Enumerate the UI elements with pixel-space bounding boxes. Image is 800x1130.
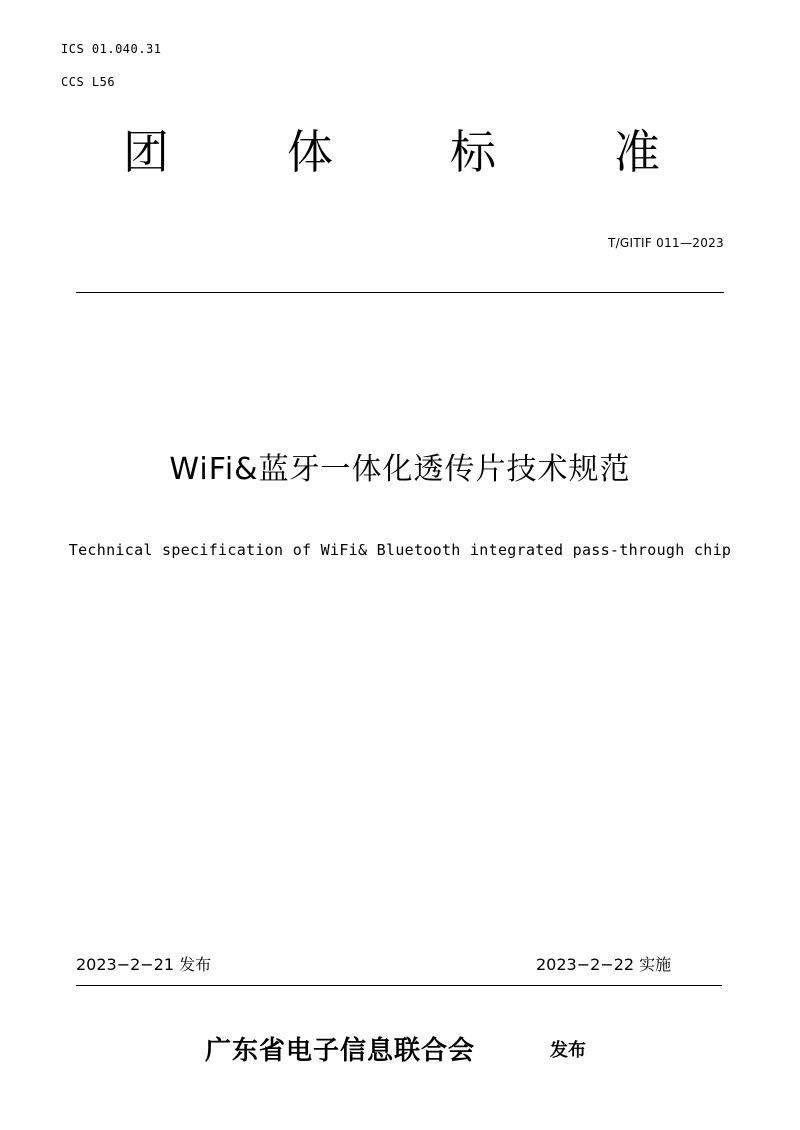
top-divider (76, 292, 724, 293)
implementation-date: 2023−2−22 实施 (536, 955, 672, 974)
publisher-organization: 广东省电子信息联合会 (205, 1036, 476, 1066)
document-title-chinese: WiFi&蓝牙一体化透传片技术规范 (169, 452, 631, 487)
standard-type-title (0, 122, 800, 182)
ics-code: ICS 01.040.31 (61, 42, 162, 56)
issue-date: 2023−2−21 发布 (76, 955, 212, 974)
standard-type-char: 团 (123, 125, 169, 179)
standard-type-char: 准 (614, 125, 660, 179)
document-title-english: Technical specification of WiFi& Bluetooth integrated pass-through chip (68, 541, 732, 559)
publisher-label: 发布 (550, 1040, 586, 1061)
standard-type-char: 体 (287, 125, 333, 179)
bottom-divider (76, 985, 722, 986)
ccs-code: CCS L56 (61, 75, 116, 89)
standard-number: T/GITIF 011—2023 (607, 236, 724, 250)
standard-type-char: 标 (450, 125, 496, 179)
